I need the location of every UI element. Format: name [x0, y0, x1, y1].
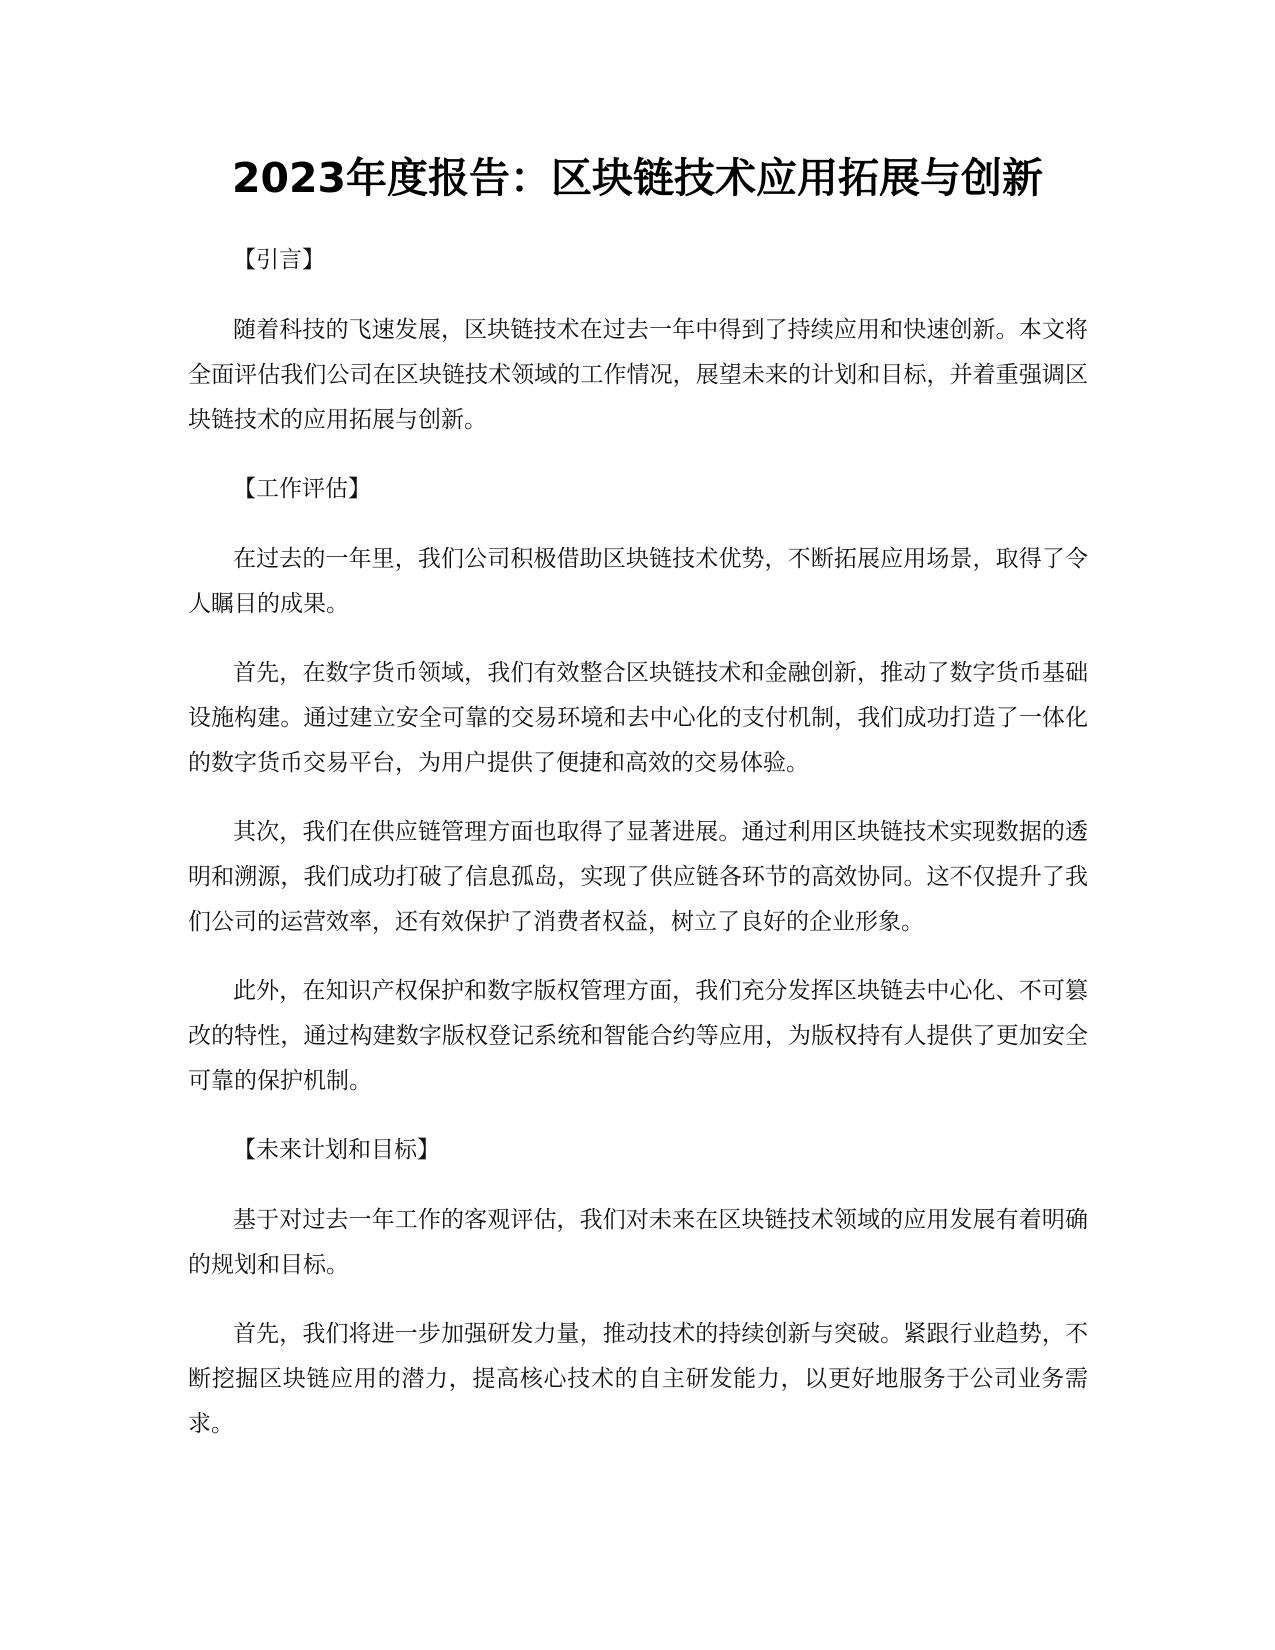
paragraph: 基于对过去一年工作的客观评估，我们对未来在区块链技术领域的应用发展有着明确的规划和目标。: [188, 1207, 1088, 1278]
section-heading-future-plans: 【未来计划和目标】: [233, 1137, 440, 1163]
paragraph: 首先，我们将进一步加强研发力量，推动技术的持续创新与突破。紧跟行业趋势，不断挖掘区块链应用的潜力，提高核心技术的自主研发能力，以更好地服务于公司业务需求。: [188, 1321, 1088, 1437]
document-title: 2023年度报告：区块链技术应用拓展与创新: [231, 154, 1044, 202]
paragraph: 随着科技的飞速发展，区块链技术在过去一年中得到了持续应用和快速创新。本文将全面评估我们公司在区块链技术领域的工作情况，展望未来的计划和目标，并着重强调区块链技术的应用拓展与创新。: [188, 317, 1088, 433]
document-body: [188, 238, 1088, 1447]
section-heading-evaluation: 【工作评估】: [233, 476, 371, 502]
paragraph: 在过去的一年里，我们公司积极借助区块链技术优势，不断拓展应用场景，取得了令人瞩目的成果。: [188, 546, 1088, 617]
paragraph: 首先，在数字货币领域，我们有效整合区块链技术和金融创新，推动了数字货币基础设施构建。通过建立安全可靠的交易环境和去中心化的支付机制，我们成功打造了一体化的数字货币交易平台，为用户提供了便捷和高效的交易体验。: [188, 660, 1088, 776]
section-heading-intro: 【引言】: [233, 247, 325, 273]
paragraph: 其次，我们在供应链管理方面也取得了显著进展。通过利用区块链技术实现数据的透明和溯源，我们成功打破了信息孤岛，实现了供应链各环节的高效协同。这不仅提升了我们公司的运营效率，还有效保护了消费者权益，树立了良好的企业形象。: [188, 819, 1088, 935]
paragraph: 此外，在知识产权保护和数字版权管理方面，我们充分发挥区块链去中心化、不可篡改的特性，通过构建数字版权登记系统和智能合约等应用，为版权持有人提供了更加安全可靠的保护机制。: [188, 978, 1088, 1094]
